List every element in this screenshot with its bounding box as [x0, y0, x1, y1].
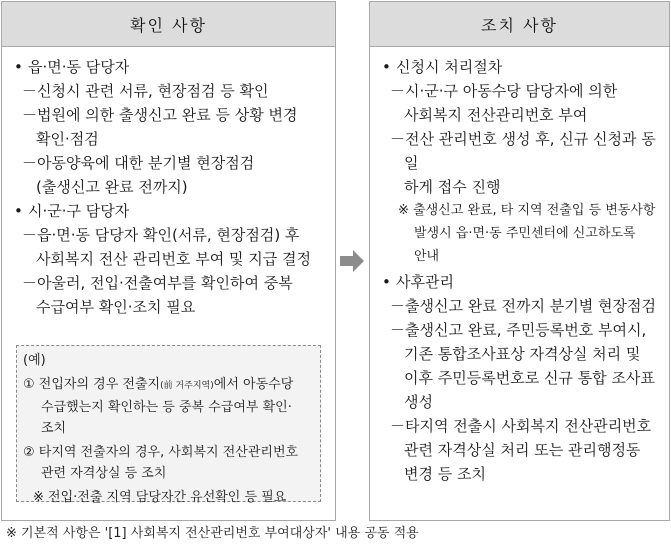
- list-item-cont: 이후 주민등록번호로 신규 통합 조사표: [404, 369, 655, 387]
- note-line: 발생시 읍·면·동 주민센터에 신고하도록: [414, 226, 636, 241]
- list-item-cont: 생성: [404, 393, 433, 411]
- section-heading: • 신청시 처리절차: [382, 58, 503, 76]
- section-heading: • 시·군·구 담당자: [14, 202, 130, 220]
- list-item: －아울러, 전입·전출여부를 확인하여 중복: [22, 274, 293, 292]
- action-items-title: 조치 사항: [370, 2, 669, 47]
- section-heading: • 읍·면·동 담당자: [14, 58, 130, 76]
- example-item-cont: 조치: [41, 421, 67, 436]
- list-item-cont: 변경 등 조치: [404, 465, 486, 483]
- example-item-cont: 수급했는지 확인하는 등 중복 수급여부 확인·: [41, 400, 292, 415]
- example-item-cont: 관련 자격상실 등 조치: [41, 466, 167, 481]
- list-item-cont: 기존 통합조사표상 자격상실 처리 및: [404, 345, 641, 363]
- example-label: (예): [23, 353, 46, 368]
- list-item-cont: (출생신고 완료 전까지): [36, 178, 188, 196]
- section-heading: • 사후관리: [382, 273, 454, 291]
- check-items-panel: [1, 1, 336, 521]
- example-box: [16, 345, 321, 505]
- list-item-cont: 하게 접수 진행: [404, 178, 501, 196]
- list-item: －전산 관리번호 생성 후, 신규 신청과 동일: [390, 130, 656, 172]
- example-item: ① 전입자의 경우 전출지(前 거주지역)에서 아동수당: [23, 377, 294, 392]
- note-line: ※ 출생신고 완료, 타 지역 전출입 등 변동사항: [398, 203, 656, 218]
- note-line: 안내: [414, 249, 440, 264]
- list-item-cont: 확인·점검: [36, 130, 99, 148]
- example-note: ※ 전입·전출 지역 담당자간 유선확인 등 필요: [33, 490, 287, 505]
- list-item-cont: 사회복지 전산 관리번호 부여 및 지급 결정: [36, 250, 311, 268]
- example-item: ② 타지역 전출자의 경우, 사회복지 전산관리번호: [23, 445, 299, 460]
- list-item-cont: 수급여부 확인·조치 필요: [36, 298, 196, 316]
- right-arrow-icon: [340, 250, 364, 272]
- list-item: －시·군·구 아동수당 담당자에 의한: [390, 82, 618, 100]
- list-item: －출생신고 완료 전까지 분기별 현장점검: [390, 297, 656, 315]
- check-items-title: 확인 사항: [2, 2, 335, 47]
- list-item: －출생신고 완료, 주민등록번호 부여시,: [390, 321, 647, 339]
- list-item-cont: 사회복지 전산관리번호 부여: [404, 106, 588, 124]
- list-item-cont: 관련 자격상실 처리 또는 관리행정동: [404, 441, 641, 459]
- list-item: －읍·면·동 담당자 확인(서류, 현장점검) 후: [22, 226, 300, 244]
- list-item: －아동양육에 대한 분기별 현장점검: [22, 154, 255, 172]
- list-item: －타지역 전출시 사회복지 전산관리번호: [390, 417, 652, 435]
- footnote: ※ 기본적 사항은 '[1] 사회복지 전산관리번호 부여대상자' 내용 공동 적용: [6, 526, 419, 541]
- list-item: －신청시 관련 서류, 현장점검 등 확인: [22, 82, 269, 100]
- list-item: －법원에 의한 출생신고 완료 등 상황 변경: [22, 106, 298, 124]
- action-items-panel: [369, 1, 670, 521]
